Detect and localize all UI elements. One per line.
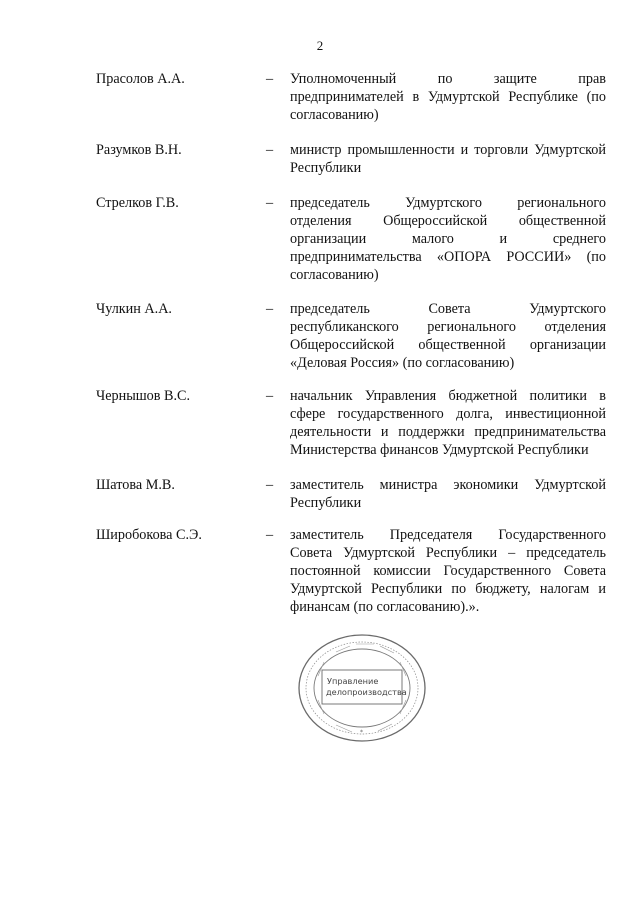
member-name: Разумков В.Н. <box>96 142 182 158</box>
dash-separator: – <box>266 71 274 87</box>
stamp-seal <box>296 632 428 744</box>
dash-separator: – <box>266 477 274 493</box>
member-position: председатель Совета Удмуртского республиканского регионального отделения Общероссийской общественной организации «Деловая Россия» (по согласованию) <box>290 301 606 371</box>
dash-separator: – <box>266 527 274 543</box>
member-position: заместитель Председателя Государственного Совета Удмуртской Республики – председатель постоянной комиссии Государственного Совета Удмуртской Республики по бюджету, налогам и финансам (по согласованию).». <box>290 527 606 615</box>
member-position: министр промышленности и торговли Удмуртской Республики <box>290 142 606 176</box>
page-number: 2 <box>316 38 324 53</box>
member-position: начальник Управления бюджетной политики в сфере государственного долга, инвестиционной деятельности и поддержки предпринимательства Министерства финансов Удмуртской Республики <box>290 388 606 458</box>
member-name: Чернышов В.С. <box>96 388 191 404</box>
member-position: председатель Удмуртского регионального отделения Общероссийской общественной организации малого и среднего предпринимательства «ОПОРА РОССИИ» (по согласованию) <box>290 195 606 283</box>
stamp-line-1: Управление <box>327 676 379 686</box>
member-name: Чулкин А.А. <box>96 301 172 317</box>
stamp-line-2: делопроизводства <box>326 687 407 697</box>
member-name: Стрелков Г.В. <box>96 195 179 211</box>
dash-separator: – <box>266 195 274 211</box>
member-position: заместитель министра экономики Удмуртской Республики <box>290 477 606 511</box>
member-name: Шатова М.В. <box>96 477 175 493</box>
member-name: Прасолов А.А. <box>96 71 185 87</box>
dash-separator: – <box>266 388 274 404</box>
member-name: Широбокова С.Э. <box>96 527 202 543</box>
dash-separator: – <box>266 142 274 158</box>
svg-text:*: * <box>360 729 363 736</box>
member-position: Уполномоченный по защите прав предпринимателей в Удмуртской Республике (по согласованию) <box>290 71 606 123</box>
office-stamp <box>296 632 428 744</box>
dash-separator: – <box>266 301 274 317</box>
